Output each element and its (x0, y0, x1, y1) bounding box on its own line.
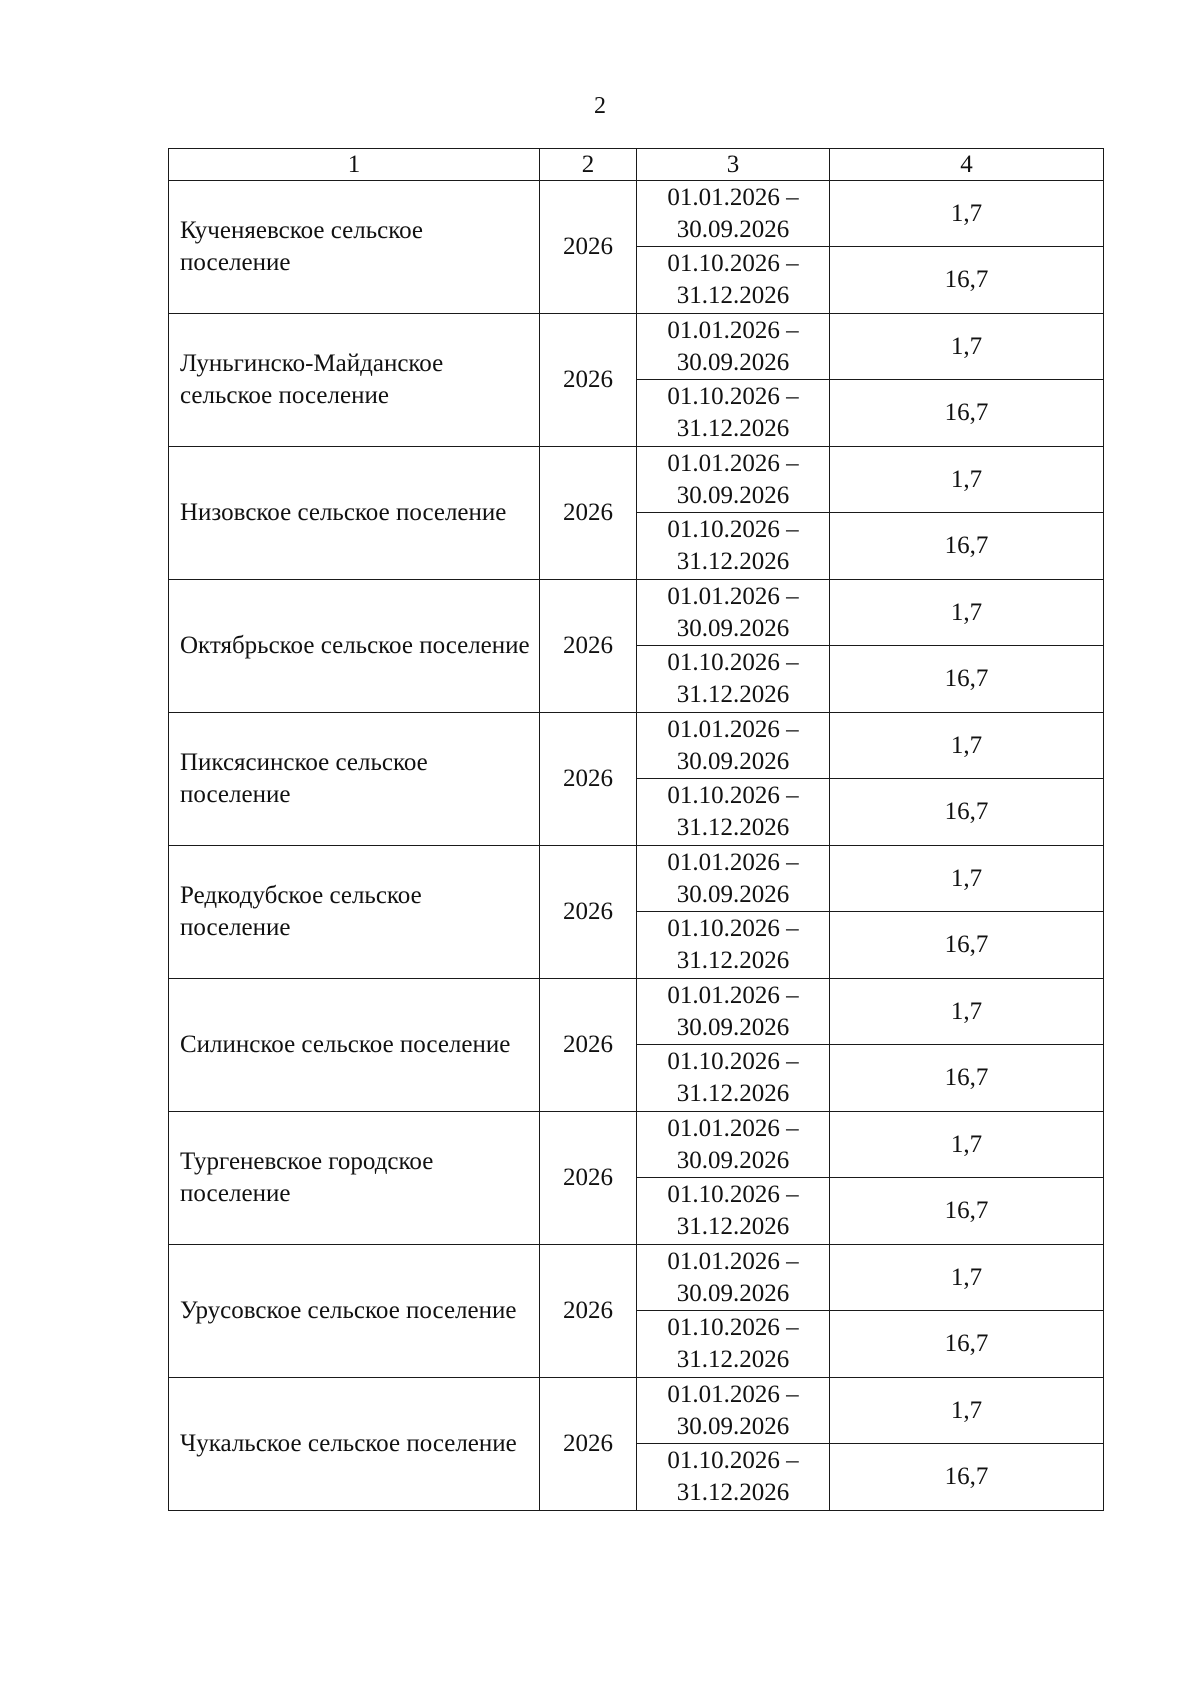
rate-cell: 1,7 (830, 1245, 1104, 1311)
year-cell: 2026 (540, 181, 637, 314)
period-cell (637, 1112, 830, 1178)
period-start: 01.01.2026 – (667, 449, 799, 477)
settlement-name: Тургеневское городское поселение (169, 1112, 540, 1245)
year-cell: 2026 (540, 580, 637, 713)
period-start: 01.10.2026 – (667, 915, 799, 942)
period-end: 31.12.2026 (676, 1080, 790, 1107)
year-cell: 2026 (540, 1245, 637, 1378)
period-end: 30.09.2026 (676, 1146, 790, 1174)
rate-cell: 16,7 (830, 513, 1104, 580)
table-row (169, 979, 1104, 1045)
rate-cell: 1,7 (830, 846, 1104, 912)
table-row (169, 181, 1104, 247)
period-start: 01.01.2026 – (667, 1114, 799, 1142)
period-cell (637, 314, 830, 380)
period-cell (637, 713, 830, 779)
period-end: 31.12.2026 (676, 1479, 790, 1506)
period-cell (637, 380, 830, 447)
period-cell (637, 779, 830, 846)
period-cell (637, 247, 830, 314)
rate-cell: 16,7 (830, 247, 1104, 314)
period-end: 30.09.2026 (676, 1279, 790, 1307)
period-cell (637, 1378, 830, 1444)
period-end: 31.12.2026 (676, 681, 790, 708)
period-cell (637, 646, 830, 713)
column-header-3: 3 (637, 149, 830, 181)
period-end: 30.09.2026 (676, 614, 790, 642)
period-cell (637, 513, 830, 580)
year-cell: 2026 (540, 314, 637, 447)
period-start: 01.01.2026 – (667, 1380, 799, 1408)
period-start: 01.10.2026 – (667, 250, 799, 277)
page-number: 2 (594, 93, 606, 119)
period-cell (637, 580, 830, 646)
period-end: 30.09.2026 (676, 481, 790, 509)
period-start: 01.10.2026 – (667, 516, 799, 543)
table-body (169, 181, 1104, 1511)
period-start: 01.10.2026 – (667, 1314, 799, 1341)
settlement-name: Чукальское сельское поселение (169, 1378, 540, 1511)
period-end: 30.09.2026 (676, 348, 790, 376)
table-row (169, 580, 1104, 646)
period-start: 01.01.2026 – (667, 582, 799, 610)
table-row (169, 713, 1104, 779)
period-start: 01.01.2026 – (667, 1247, 799, 1275)
year-cell: 2026 (540, 1112, 637, 1245)
period-start: 01.01.2026 – (667, 183, 799, 211)
period-start: 01.01.2026 – (667, 316, 799, 344)
rate-cell: 1,7 (830, 314, 1104, 380)
rate-cell: 1,7 (830, 979, 1104, 1045)
rate-cell: 1,7 (830, 580, 1104, 646)
year-cell: 2026 (540, 447, 637, 580)
period-cell (637, 1311, 830, 1378)
period-start: 01.10.2026 – (667, 649, 799, 676)
table-row (169, 1112, 1104, 1178)
table-row (169, 846, 1104, 912)
period-cell (637, 1045, 830, 1112)
period-start: 01.01.2026 – (667, 848, 799, 876)
period-cell (637, 181, 830, 247)
period-cell (637, 1245, 830, 1311)
period-start: 01.10.2026 – (667, 1447, 799, 1474)
period-cell (637, 912, 830, 979)
column-header-4: 4 (830, 149, 1104, 181)
year-cell: 2026 (540, 1378, 637, 1511)
period-cell (637, 1178, 830, 1245)
period-start: 01.10.2026 – (667, 1181, 799, 1208)
period-cell (637, 1444, 830, 1511)
period-start: 01.01.2026 – (667, 981, 799, 1009)
year-cell: 2026 (540, 846, 637, 979)
settlement-name: Октябрьское сельское поселение (169, 580, 540, 713)
settlement-name: Урусовское сельское поселение (169, 1245, 540, 1378)
period-start: 01.01.2026 – (667, 715, 799, 743)
rate-cell: 16,7 (830, 380, 1104, 447)
column-header-2: 2 (540, 149, 637, 181)
rate-cell: 1,7 (830, 1378, 1104, 1444)
rate-cell: 1,7 (830, 447, 1104, 513)
rate-cell: 16,7 (830, 1178, 1104, 1245)
rate-cell: 16,7 (830, 1311, 1104, 1378)
rate-cell: 16,7 (830, 912, 1104, 979)
settlement-name: Низовское сельское поселение (169, 447, 540, 580)
period-end: 31.12.2026 (676, 947, 790, 974)
settlement-name: Кученяевское сельское поселение (169, 181, 540, 314)
rate-cell: 16,7 (830, 779, 1104, 846)
period-end: 31.12.2026 (676, 1346, 790, 1373)
period-start: 01.10.2026 – (667, 782, 799, 809)
rate-cell: 16,7 (830, 1045, 1104, 1112)
table-row (169, 1378, 1104, 1444)
period-cell (637, 447, 830, 513)
period-start: 01.10.2026 – (667, 383, 799, 410)
column-header-1: 1 (169, 149, 540, 181)
period-cell (637, 846, 830, 912)
table-row (169, 447, 1104, 513)
period-end: 30.09.2026 (676, 1013, 790, 1041)
rate-cell: 16,7 (830, 646, 1104, 713)
period-start: 01.10.2026 – (667, 1048, 799, 1075)
settlement-name: Силинское сельское поселение (169, 979, 540, 1112)
settlements-table (168, 148, 1104, 1511)
period-end: 31.12.2026 (676, 415, 790, 442)
period-end: 30.09.2026 (676, 880, 790, 908)
year-cell: 2026 (540, 979, 637, 1112)
period-end: 30.09.2026 (676, 215, 790, 243)
period-cell (637, 979, 830, 1045)
period-end: 31.12.2026 (676, 814, 790, 841)
settlement-name: Пиксясинское сельское поселение (169, 713, 540, 846)
settlement-name: Редкодубское сельское поселение (169, 846, 540, 979)
rate-cell: 16,7 (830, 1444, 1104, 1511)
period-end: 30.09.2026 (676, 747, 790, 775)
period-end: 31.12.2026 (676, 548, 790, 575)
period-end: 31.12.2026 (676, 282, 790, 309)
settlement-name: Луньгинско-Майданское сельское поселение (169, 314, 540, 447)
period-end: 31.12.2026 (676, 1213, 790, 1240)
rate-cell: 1,7 (830, 1112, 1104, 1178)
year-cell: 2026 (540, 713, 637, 846)
table-header-row (169, 149, 1104, 181)
period-end: 30.09.2026 (676, 1412, 790, 1440)
rate-cell: 1,7 (830, 713, 1104, 779)
table-row (169, 1245, 1104, 1311)
rate-cell: 1,7 (830, 181, 1104, 247)
table-row (169, 314, 1104, 380)
